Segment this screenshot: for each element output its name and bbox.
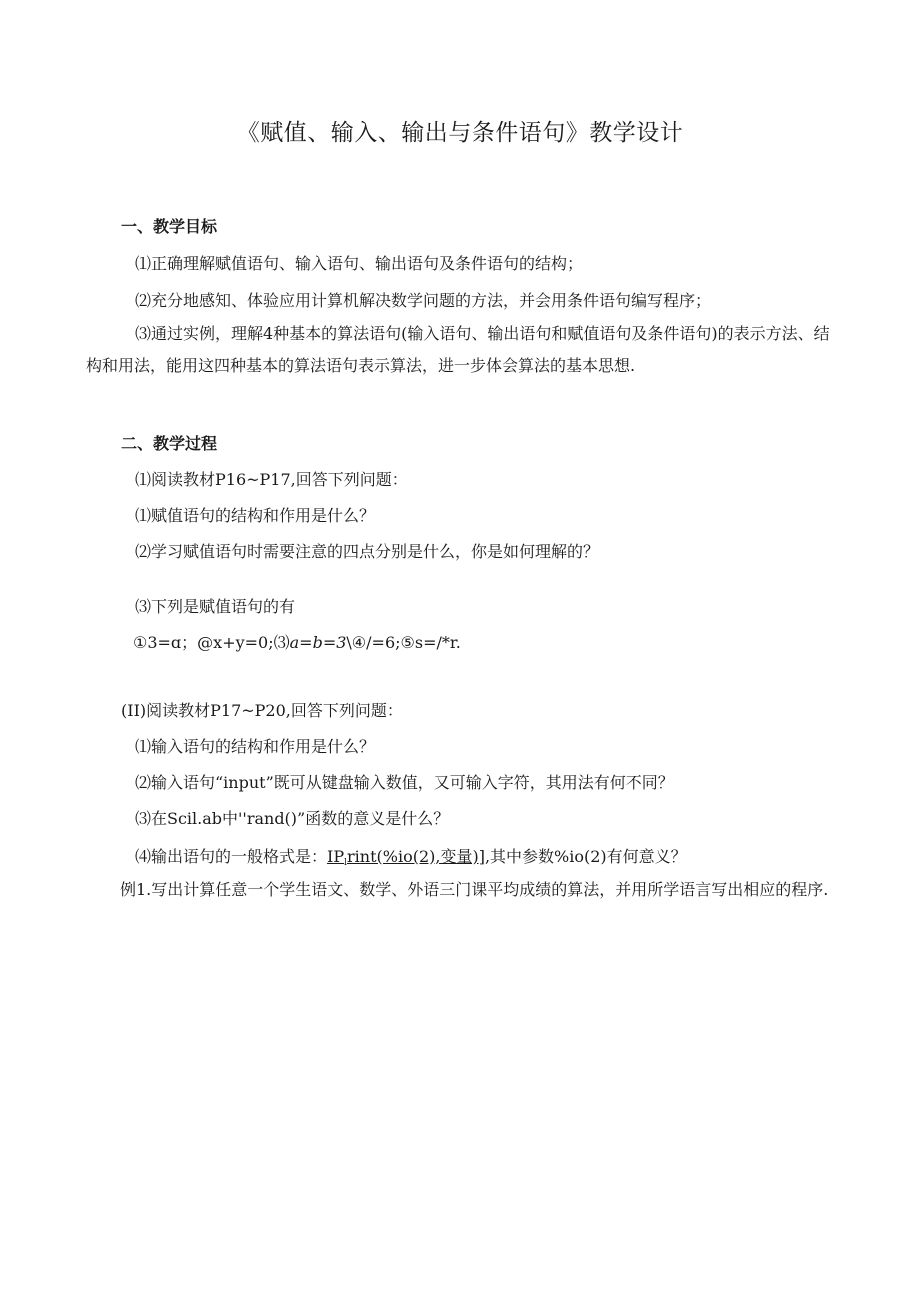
q4-suffix: ,其中参数%io(2)有何意义？ bbox=[484, 847, 687, 866]
options-part-a: ①3=ɑ；@x+y=0;⑶ bbox=[133, 633, 290, 652]
part2-intro: (II)阅读教材P17~P20,回答下列问题： bbox=[121, 701, 403, 720]
part1-question-1: ⑴赋值语句的结构和作用是什么？ bbox=[135, 506, 376, 525]
section-heading-objectives: 一、教学目标 bbox=[121, 217, 218, 236]
example-1: 例1.写出计算任意一个学生语文、数学、外语三门课平均成绩的算法，并用所学语言写出相应的程序. bbox=[120, 880, 829, 899]
part1-question-3: ⑶下列是赋值语句的有 bbox=[135, 597, 296, 616]
options-part-b: a=b=3 bbox=[289, 633, 347, 652]
objective-item-1: ⑴正确理解赋值语句、输入语句、输出语句及条件语句的结构； bbox=[135, 254, 584, 273]
part1-intro: ⑴阅读教材P16~P17,回答下列问题： bbox=[135, 470, 408, 489]
options-part-c: \④/=6;⑤s=/*r. bbox=[346, 633, 461, 652]
page-title: 《赋值、输入、输出与条件语句》教学设计 bbox=[236, 120, 684, 146]
q4-prefix: ⑷输出语句的一般格式是： bbox=[135, 847, 328, 866]
code-part-a: IP bbox=[327, 847, 345, 866]
part2-question-3: ⑶在Scil.ab中''rand()”函数的意义是什么？ bbox=[135, 809, 450, 828]
part2-question-4 bbox=[135, 846, 687, 874]
part2-question-1: ⑴输入语句的结构和作用是什么？ bbox=[135, 737, 376, 756]
part2-question-2: ⑵输入语句“input”既可从键盘输入数值，又可输入字符，其用法有何不同？ bbox=[135, 773, 674, 792]
code-subscript: l bbox=[344, 858, 347, 868]
code-part-b: rint(%io(2),变量)] bbox=[347, 847, 485, 866]
assignment-options bbox=[133, 632, 461, 654]
print-format-code bbox=[327, 847, 485, 866]
section-heading-process: 二、教学过程 bbox=[121, 434, 218, 453]
objective-item-2: ⑵充分地感知、体验应用计算机解决数学问题的方法，并会用条件语句编写程序； bbox=[135, 291, 712, 310]
objective-item-3: ⑶通过实例，理解4种基本的算法语句(输入语句、输出语句和赋值语句及条件语句)的表示方法、结构和用法，能用这四种基本的算法语句表示算法，进一步体会算法的基本思想. bbox=[86, 324, 830, 375]
part1-question-2: ⑵学习赋值语句时需要注意的四点分别是什么，你是如何理解的？ bbox=[135, 542, 600, 561]
